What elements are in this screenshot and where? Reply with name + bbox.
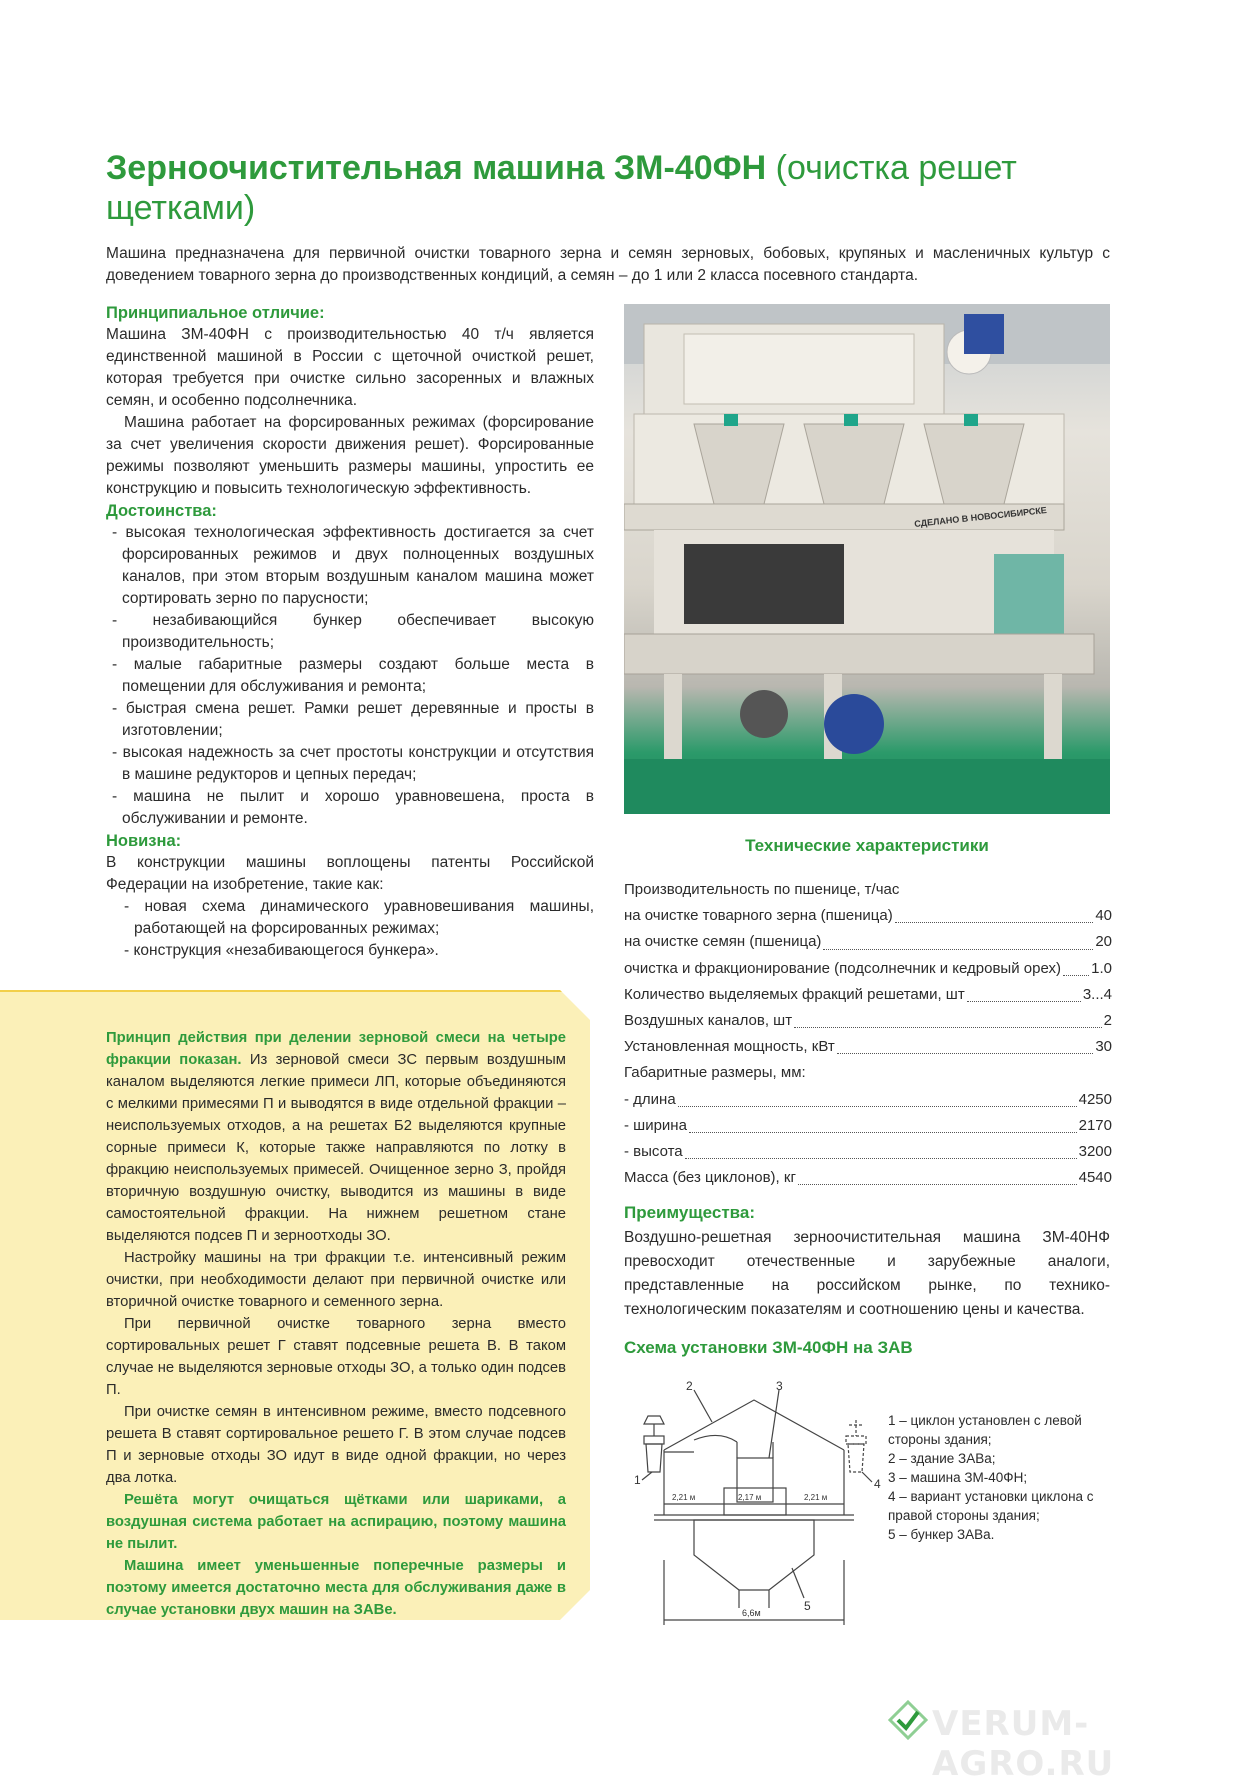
spec-label: Количество выделяемых фракций решетами, шт [624,985,965,1003]
spec-dots [689,1132,1077,1133]
spec-row [624,903,1112,929]
novelty-p1: В конструкции машины воплощены патенты Российской Федерации на изобретение, такие как: [106,854,594,893]
spec-row [624,1034,1112,1060]
advantages-heading: Достоинства: [106,502,217,520]
installation-scheme [624,1380,886,1630]
legend-item: 1 – циклон установлен с левой стороны здания; [888,1413,1082,1447]
left-column [106,302,594,962]
spec-row [624,929,1112,955]
spec-dots [685,1158,1077,1159]
scheme-legend [888,1411,1118,1544]
spec-dots [798,1184,1077,1185]
specs-title: Технические характеристики [745,836,989,855]
spec-row [624,1139,1112,1165]
principle-p1: Из зерновой смеси ЗС первым воздушным каналом выделяются легкие примеси ЛП, которые объединяются с мелкими примесями П и выводятся в виде отдельной фракции – неиспользуемых отходов, а на решетах Б2 выделяются крупные сорные примеси К, которые также направляются по лотку в фракцию неиспользуемых примесей. Очищенное зерно З, пройдя вторичную воздушную очистку, выводится из машины в виде самостоятельной фракции. На нижнем решетном стане выделяются подсев П и зерноотходы ЗО. [106,1052,566,1244]
spec-dots [837,1053,1094,1054]
novelty-heading: Новизна: [106,832,182,850]
advantages-list [106,522,594,830]
spec-dots [678,1106,1077,1107]
spec-dots [823,949,1093,950]
spec-label: Воздушных каналов, шт [624,1012,793,1030]
scheme-title: Схема установки ЗМ-40ФН на ЗАВ [624,1338,913,1357]
specs-dims-heading: Габаритные размеры, мм: [624,1064,806,1082]
scheme-dim-right: 2,21 м [804,1493,828,1502]
spec-label: - ширина [624,1116,687,1134]
verum-agro-icon [888,1700,928,1740]
legend-item: 3 – машина ЗМ-40ФН; [888,1470,1028,1485]
novelty-list [106,896,594,962]
machine-illustration [624,304,1110,814]
spec-value: 3...4 [1082,985,1112,1003]
spec-value: 20 [1095,933,1112,951]
spec-row [624,1113,1112,1139]
list-item: - высокая технологическая эффективность достигается за счет форсированных режимов и двух полноценных воздушных каналов, при этом вторым воздушным каналом машина может сортировать зерно по парусности; [112,524,594,607]
list-item: - машина не пылит и хорошо уравновешена, проста в обслуживании и ремонте. [112,788,594,827]
spec-label: - высота [624,1143,683,1161]
spec-dots [794,1027,1102,1028]
scheme-dim-total: 6,6м [742,1608,761,1618]
legend-item: 2 – здание ЗАВа; [888,1451,996,1466]
spec-dots [1063,975,1089,976]
principle-p3: При первичной очистке товарного зерна вместо сортировальных решет Г ставят подсевные решета В. В таком случае не выделяются зерновые отходы ЗО, а только один подсев П. [106,1316,566,1398]
spec-value: 2 [1103,1012,1112,1030]
spec-value: 4250 [1078,1090,1112,1108]
specs-prod-heading: Производительность по пшенице, т/час [624,881,900,898]
principle-p4: При очистке семян в интенсивном режиме, вместо подсевного решета В ставят сортировальное решето Г. В этом случае подсев П и зерновые отходы ЗО идут в виде одной фракции, но через два лотка. [106,1404,566,1486]
spec-label: очистка и фракционирование (подсолнечник и кедровый орех) [624,959,1061,977]
spec-row [624,1008,1112,1034]
title-bold: Зерноочистительная машина ЗМ-40ФН [106,149,767,187]
spec-label: на очистке товарного зерна (пшеница) [624,907,893,925]
watermark-logo [888,1700,1228,1784]
spec-value: 4540 [1078,1169,1112,1187]
list-item: - конструкция «незабивающегося бункера». [124,942,439,959]
spec-label: Установленная мощность, кВт [624,1038,835,1056]
spec-value: 3200 [1078,1143,1112,1161]
spec-value: 1.0 [1091,959,1112,977]
principal-p1: Машина ЗМ-40ФН с производительностью 40 т/ч является единственной машиной в России с щеточной очисткой решет, которая требуется при очистке сильно засоренных и влажных семян, и особенно подсолнечника. [106,326,594,409]
benefits-text: Воздушно-решетная зерноочистительная машина ЗМ-40НФ превосходит отечественные и зарубежные аналоги, представленные на российском рынке, по технико-технологическим показателям и соотношению цены и качества. [624,1229,1110,1318]
scheme-label-5: 5 [804,1599,811,1613]
spec-label: на очистке семян (пшеница) [624,933,822,951]
spec-value: 40 [1095,907,1112,925]
photo-sign: СДЕЛАНО В НОВОСИБИРСКЕ [913,505,1048,529]
spec-row [624,956,1112,982]
spec-row [624,982,1112,1008]
scheme-dim-left: 2,21 м [672,1493,696,1502]
watermark-text: VERUM-AGRO.RU [932,1704,1115,1784]
list-item: - новая схема динамического уравновешивания машины, работающей на форсированных режимах; [124,898,594,937]
scheme-label-2: 2 [686,1380,693,1393]
scheme-label-1: 1 [634,1473,641,1487]
list-item: - незабивающийся бункер обеспечивает высокую производительность; [112,612,594,651]
principle-p6: Машина имеет уменьшенные поперечные размеры и поэтому имеется достаточно места для обслуживания даже в случае установки двух машин на ЗАВе. [106,1558,566,1618]
specs-table [624,877,1112,1191]
principal-heading: Принципиальное отличие: [106,304,325,322]
page-title [106,148,1126,228]
principle-lead: Принцип действия при делении зерновой смеси на четыре фракции показан. [106,1030,566,1068]
scheme-dim-mid: 2,17 м [738,1493,762,1502]
spec-dots [967,1001,1081,1002]
list-item: - быстрая смена решет. Рамки решет деревянные и просты в изготовлении; [112,700,594,739]
title-light: (очистка решет щетками) [106,149,1017,227]
legend-item: 4 – вариант установки циклона с правой стороны здания; [888,1489,1094,1523]
spec-row [624,1087,1112,1113]
list-item: - малые габаритные размеры создают больше места в помещении для обслуживания и ремонта; [112,656,594,695]
principal-p2: Машина работает на форсированных режимах (форсирование за счет увеличения скорости движения решет). Форсированные режимы позволяют уменьшить размеры машины, упростить ее конструкцию и повысить технологическую эффективность. [106,414,594,497]
machine-photo [624,304,1110,814]
spec-value: 2170 [1078,1116,1112,1134]
legend-item: 5 – бункер ЗАВа. [888,1527,995,1542]
spec-dots [895,922,1094,923]
spec-label: - длина [624,1090,676,1108]
spec-row [624,1165,1112,1191]
scheme-label-4: 4 [874,1477,881,1491]
principle-p5: Решёта могут очищаться щётками или шариками, а воздушная система работает на аспирацию, поэтому машина не пылит. [106,1492,566,1552]
intro-text: Машина предназначена для первичной очистки товарного зерна и семян зерновых, бобовых, крупяных и масленичных культур с доведением товарного зерна до производственных кондиций, а семян – до 1 или 2 класса посевного стандарта. [106,245,1110,284]
benefits-heading: Преимущества: [624,1203,756,1222]
spec-label: Масса (без циклонов), кг [624,1169,796,1187]
scheme-label-3: 3 [776,1380,783,1393]
spec-value: 30 [1095,1038,1112,1056]
principle-text [106,1027,566,1621]
list-item: - высокая надежность за счет простоты конструкции и отсутствия в машине редукторов и цепных передач; [112,744,594,783]
principle-p2: Настройку машины на три фракции т.е. интенсивный режим очистки, при необходимости делают при первичной очистке или вторичной очистке товарного и семенного зерна. [106,1250,566,1310]
